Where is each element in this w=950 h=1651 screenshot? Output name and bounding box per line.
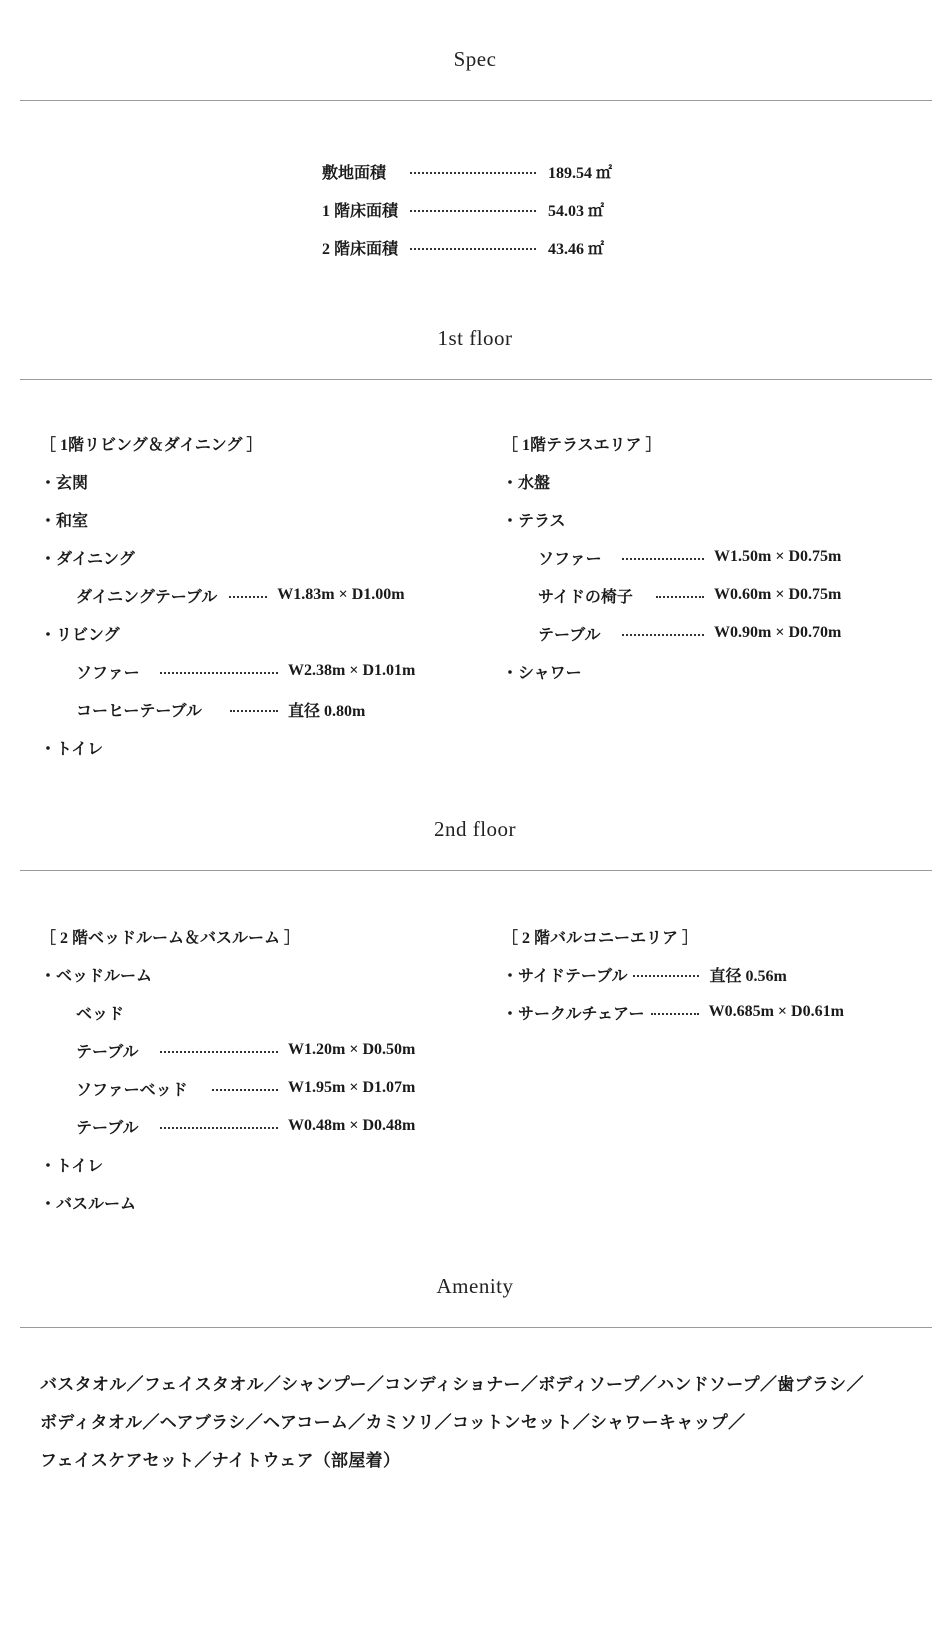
leader-dots [410,172,536,174]
spec-table [322,152,662,266]
spec-row-2f-area [322,228,662,266]
furniture-size: W1.95m × D1.07m [288,1079,416,1096]
leader-dots [230,710,278,712]
furniture-size: W1.50m × D0.75m [714,548,842,565]
leader-dots [651,1013,699,1015]
furniture-name: テーブル [76,1043,139,1061]
floor2-title: 2nd floor [433,817,517,841]
leader-dots [410,248,536,250]
spec-label: 2 階床面積 [322,240,399,258]
spec-label: 1 階床面積 [322,202,399,220]
room-item: ・玄関 [40,474,89,492]
leader-dots [212,1089,278,1091]
furniture-item [502,538,841,576]
furniture-name: ダイニングテーブル [76,588,218,606]
section-heading: ［ 1階テラスエリア ］ [502,436,662,454]
spec-title: Spec [453,47,497,71]
furniture-item [502,955,844,993]
spec-value: 43.46 ㎡ [548,240,605,258]
floor1-divider [20,379,932,380]
furniture-size: W2.38m × D1.01m [288,662,416,679]
amenity-list [40,1366,920,1480]
furniture-name: サイドの椅子 [538,588,633,606]
furniture-name: ・サークルチェアー [502,1005,645,1023]
room-item: ・リビング [40,626,120,644]
amenity-divider [20,1327,932,1328]
furniture-name: テーブル [76,1119,139,1137]
leader-dots [160,1051,278,1053]
amenity-title: Amenity [436,1274,514,1298]
leader-dots [622,634,704,636]
room-item: ・トイレ [40,1157,104,1175]
room-item: ・ダイニング [40,550,135,568]
room-item: ・トイレ [40,740,104,758]
spec-label: 敷地面積 [322,164,387,182]
furniture-size: W0.685m × D0.61m [708,1003,844,1020]
furniture-name: テーブル [538,626,601,644]
room-item: ・テラス [502,512,566,530]
furniture-name: ベッド [76,1005,125,1023]
leader-dots [229,596,267,598]
furniture-item [40,1031,415,1069]
furniture-item [502,993,844,1031]
furniture-item [40,652,415,690]
amenity-line: ボディタオル／ヘアブラシ／ヘアコーム／カミソリ／コットンセット／シャワーキャップ／ [40,1413,746,1432]
furniture-size: W0.90m × D0.70m [714,624,842,641]
floor2-right-column [502,917,844,1031]
furniture-size: W0.60m × D0.75m [714,586,842,603]
room-item: ・シャワー [502,664,582,682]
furniture-name: ソファー [76,664,140,682]
floor1-right-column [502,424,841,690]
furniture-size: W1.83m × D1.00m [277,586,405,603]
furniture-size: W0.48m × D0.48m [288,1117,416,1134]
room-item: ・和室 [40,512,89,530]
furniture-item [40,993,415,1031]
floor1-title: 1st floor [437,326,513,350]
floor2-left-column [40,917,415,1221]
furniture-name: ・サイドテーブル [502,967,628,985]
section-heading: ［ 1階リビング＆ダイニング ］ [40,436,263,454]
furniture-item [40,690,415,728]
furniture-size: W1.20m × D0.50m [288,1041,416,1058]
furniture-item [502,614,841,652]
furniture-name: ソファーベッド [76,1081,188,1099]
leader-dots [160,1127,278,1129]
spec-row-1f-area [322,190,662,228]
leader-dots [656,596,704,598]
amenity-line: フェイスケアセット／ナイトウェア（部屋着） [40,1451,401,1470]
spec-row-site-area [322,152,662,190]
furniture-item [40,1069,415,1107]
furniture-name: ソファー [538,550,602,568]
furniture-item [40,1107,415,1145]
amenity-line: バスタオル／フェイスタオル／シャンプー／コンディショナー／ボディソープ／ハンドソープ／歯ブラシ／ [40,1375,864,1394]
furniture-size: 直径 0.80m [288,702,366,720]
floor2-divider [20,870,932,871]
furniture-item [502,576,841,614]
furniture-item [40,576,415,614]
section-heading: ［ 2 階ベッドルーム＆バスルーム ］ [40,929,301,947]
leader-dots [410,210,536,212]
spec-value: 54.03 ㎡ [548,202,605,220]
leader-dots [622,558,704,560]
spec-value: 189.54 ㎡ [548,164,613,182]
section-heading: ［ 2 階バルコニーエリア ］ [502,929,699,947]
floor1-left-column [40,424,415,766]
room-item: ・バスルーム [40,1195,137,1213]
leader-dots [633,975,699,977]
furniture-size: 直径 0.56m [709,967,787,985]
spec-divider [20,100,932,101]
room-item: ・ベッドルーム [40,967,153,985]
leader-dots [160,672,278,674]
room-item: ・水盤 [502,474,551,492]
furniture-name: コーヒーテーブル [76,702,202,720]
